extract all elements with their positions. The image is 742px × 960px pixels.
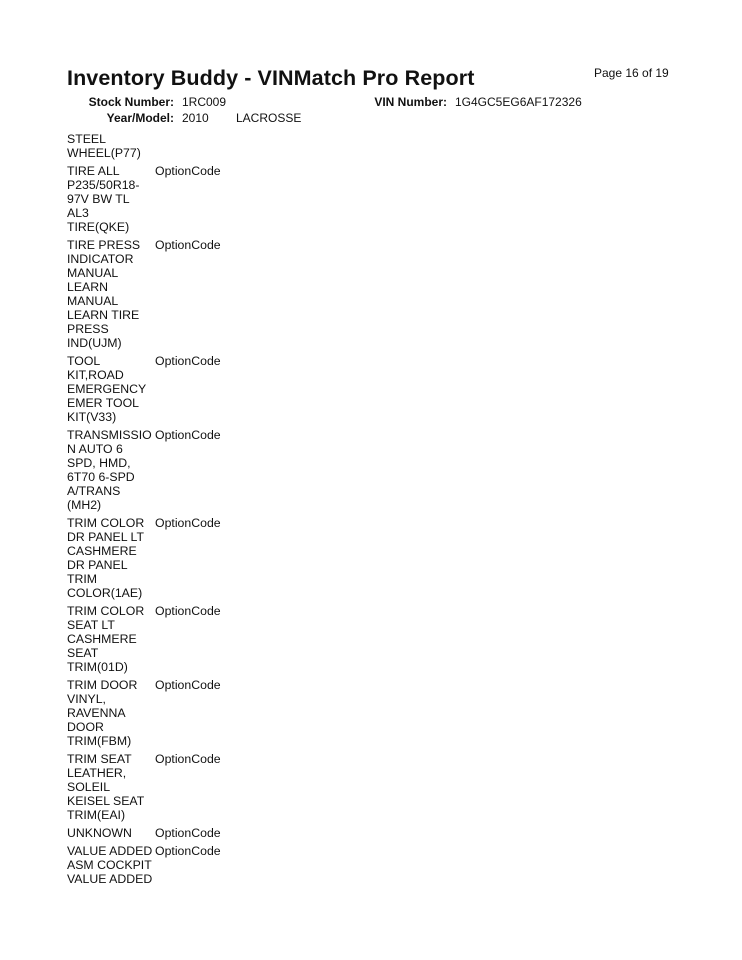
stock-number-label: Stock Number: bbox=[88, 95, 174, 109]
option-description-line: COLOR(1AE) bbox=[67, 586, 143, 600]
option-description-line: LEARN bbox=[67, 280, 109, 294]
option-description-line: (MH2) bbox=[67, 498, 102, 512]
option-description-line: PRESS bbox=[67, 322, 109, 336]
option-item bbox=[67, 516, 367, 600]
option-description-line: DR PANEL bbox=[67, 558, 128, 572]
option-description-line: A/TRANS bbox=[67, 484, 121, 498]
option-description-line: 97V BW TL bbox=[67, 192, 130, 206]
option-description-line: ASM COCKPIT bbox=[67, 858, 152, 872]
page-number: Page 16 of 19 bbox=[594, 66, 669, 80]
option-description-line: MANUAL bbox=[67, 266, 119, 280]
option-description-line: N AUTO 6 bbox=[67, 442, 123, 456]
year-model-label: Year/Model: bbox=[106, 111, 174, 125]
option-item bbox=[67, 678, 367, 748]
option-description-line: TRIM bbox=[67, 572, 98, 586]
year-value: 2010 bbox=[182, 111, 209, 125]
option-description-line: WHEEL(P77) bbox=[67, 146, 141, 160]
option-type: OptionCode bbox=[155, 844, 221, 858]
option-description-line: TIRE ALL bbox=[67, 164, 120, 178]
option-description-line: TRIM(EAI) bbox=[67, 808, 126, 822]
option-description-line: MANUAL bbox=[67, 294, 119, 308]
option-description-line: IND(UJM) bbox=[67, 336, 122, 350]
option-description-line: VALUE ADDED bbox=[67, 844, 153, 858]
option-type: OptionCode bbox=[155, 678, 221, 692]
option-item bbox=[67, 164, 367, 234]
option-description-line: TRIM COLOR bbox=[67, 604, 145, 618]
option-description-line: AL3 bbox=[67, 206, 89, 220]
option-type: OptionCode bbox=[155, 604, 221, 618]
option-item bbox=[67, 844, 367, 886]
option-type: OptionCode bbox=[155, 752, 221, 766]
option-description-line: EMERGENCY bbox=[67, 382, 147, 396]
option-description-line: KEISEL SEAT bbox=[67, 794, 145, 808]
option-description-line: TRIM(FBM) bbox=[67, 734, 132, 748]
option-description-line: SEAT bbox=[67, 646, 99, 660]
option-description-line: TOOL bbox=[67, 354, 101, 368]
option-description-line: TIRE PRESS bbox=[67, 238, 141, 252]
option-description-line: UNKNOWN bbox=[67, 826, 132, 840]
option-description-line: DR PANEL LT bbox=[67, 530, 144, 544]
option-description-line: INDICATOR bbox=[67, 252, 134, 266]
option-type: OptionCode bbox=[155, 354, 221, 368]
option-item bbox=[67, 604, 367, 674]
option-description-line: VINYL, bbox=[67, 692, 106, 706]
option-item bbox=[67, 354, 367, 424]
model-value: LACROSSE bbox=[236, 111, 302, 125]
option-description-line: SPD, HMD, bbox=[67, 456, 131, 470]
option-description-line: RAVENNA bbox=[67, 706, 126, 720]
option-item bbox=[67, 428, 367, 512]
option-description-line: SOLEIL bbox=[67, 780, 111, 794]
option-description-line: LEARN TIRE bbox=[67, 308, 140, 322]
stock-number-value: 1RC009 bbox=[182, 95, 227, 109]
option-type: OptionCode bbox=[155, 428, 221, 442]
option-description-line: DOOR bbox=[67, 720, 104, 734]
vin-number-value: 1G4GC5EG6AF172326 bbox=[455, 95, 582, 109]
option-description-line: TRIM(01D) bbox=[67, 660, 128, 674]
option-description-line: CASHMERE bbox=[67, 544, 137, 558]
option-description-line: STEEL bbox=[67, 132, 106, 146]
option-description-line: LEATHER, bbox=[67, 766, 127, 780]
option-type: OptionCode bbox=[155, 238, 221, 252]
vin-number-label: VIN Number: bbox=[374, 95, 447, 109]
option-description-line: TRANSMISSIO bbox=[67, 428, 152, 442]
report-title: Inventory Buddy - VINMatch Pro Report bbox=[67, 66, 475, 90]
option-item bbox=[67, 238, 367, 350]
option-type: OptionCode bbox=[155, 164, 221, 178]
option-type: OptionCode bbox=[155, 826, 221, 840]
option-description-line: 6T70 6-SPD bbox=[67, 470, 135, 484]
option-description-line: P235/50R18- bbox=[67, 178, 140, 192]
option-description-line: TRIM DOOR bbox=[67, 678, 138, 692]
option-description-line: TRIM SEAT bbox=[67, 752, 132, 766]
option-item bbox=[67, 826, 367, 840]
option-description-line: KIT(V33) bbox=[67, 410, 117, 424]
option-description-line: TIRE(QKE) bbox=[67, 220, 130, 234]
option-description-line: KIT,ROAD bbox=[67, 368, 124, 382]
option-type: OptionCode bbox=[155, 516, 221, 530]
option-description-line: EMER TOOL bbox=[67, 396, 139, 410]
option-list bbox=[67, 132, 367, 890]
option-description-line: SEAT LT bbox=[67, 618, 115, 632]
option-item bbox=[67, 752, 367, 822]
option-description-line: TRIM COLOR bbox=[67, 516, 145, 530]
option-description-line: CASHMERE bbox=[67, 632, 137, 646]
option-item bbox=[67, 132, 367, 160]
option-description-line: VALUE ADDED bbox=[67, 872, 153, 886]
